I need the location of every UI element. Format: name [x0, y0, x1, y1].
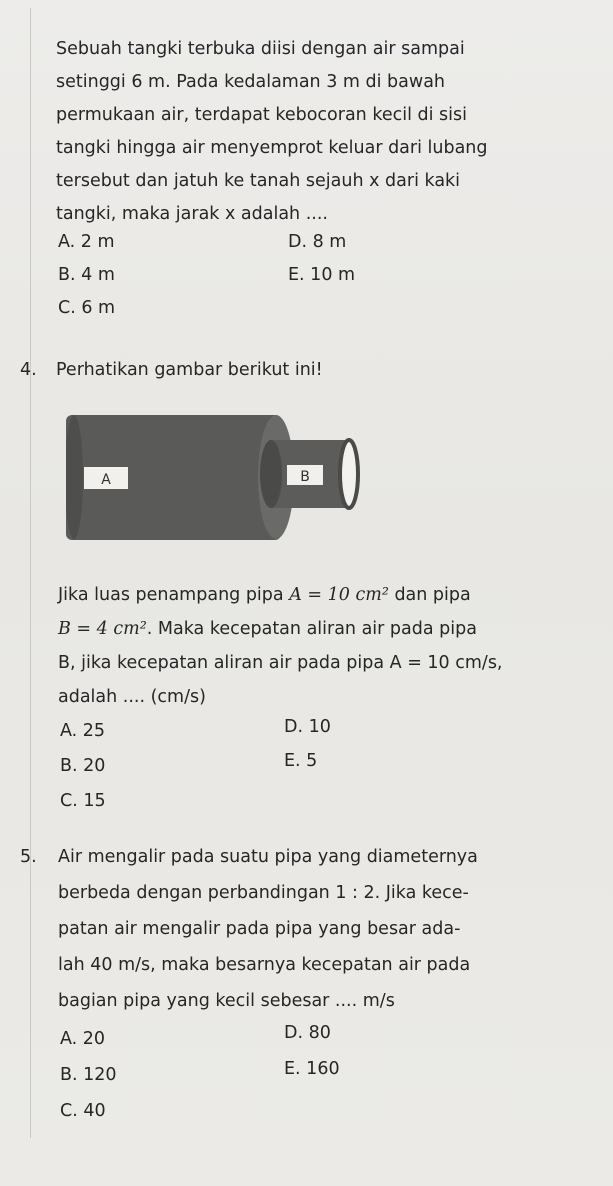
q4-area-b: B = 4 cm²: [58, 619, 147, 639]
q5-line-2: berbeda dengan perbandingan 1 : 2. Jika kece-: [58, 883, 469, 903]
q4-line-4: adalah .... (cm/s): [58, 687, 206, 707]
q3-line-6: tangki, maka jarak x adalah ....: [56, 204, 328, 224]
small-pipe-opening: [340, 440, 358, 508]
q4-line-1: [58, 584, 471, 606]
q3-line-2: setinggi 6 m. Pada kedalaman 3 m di bawah: [56, 72, 446, 92]
q3-option-b[interactable]: B. 4 m: [58, 265, 115, 285]
q3-option-d[interactable]: D. 8 m: [288, 232, 347, 252]
q4-option-d[interactable]: D. 10: [284, 717, 331, 737]
q5-option-a[interactable]: A. 20: [60, 1029, 106, 1049]
q4-area-a: A = 10 cm²: [289, 585, 389, 605]
label-b: B: [300, 469, 310, 485]
q3-option-c[interactable]: C. 6 m: [58, 298, 116, 318]
q3-line-1: Sebuah tangki terbuka diisi dengan air sampai: [56, 39, 465, 59]
q3-line-3: permukaan air, terdapat kebocoran kecil di sisi: [56, 105, 468, 125]
margin-rule: [30, 8, 31, 1138]
pipe-diagram: [66, 415, 366, 545]
q4-option-a[interactable]: A. 25: [60, 721, 106, 741]
q5-option-c[interactable]: C. 40: [60, 1101, 106, 1121]
q4-prompt: Perhatikan gambar berikut ini!: [56, 360, 323, 380]
q5-option-b[interactable]: B. 120: [60, 1065, 117, 1085]
q4-line-3: B, jika kecepatan aliran air pada pipa A = 10 cm/s,: [58, 653, 503, 673]
q5-option-e[interactable]: E. 160: [284, 1059, 340, 1079]
q3-option-a[interactable]: A. 2 m: [58, 232, 115, 252]
q4-line-1-text: Jika luas penampang pipa: [58, 585, 290, 605]
q4-option-e[interactable]: E. 5: [284, 751, 318, 771]
q5-line-3: patan air mengalir pada pipa yang besar ada-: [58, 919, 461, 939]
q3-option-e[interactable]: E. 10 m: [288, 265, 356, 285]
q4-line-2: [58, 618, 477, 640]
q4-number: 4.: [20, 360, 37, 380]
q4-line-2-text: . Maka kecepatan aliran air pada pipa: [146, 619, 477, 639]
q4-option-c[interactable]: C. 15: [60, 791, 106, 811]
label-a: A: [101, 472, 111, 488]
q5-option-d[interactable]: D. 80: [284, 1023, 331, 1043]
q3-line-4: tangki hingga air menyemprot keluar dari lubang: [56, 138, 488, 158]
q5-line-1: Air mengalir pada suatu pipa yang diameternya: [58, 847, 478, 867]
q4-option-b[interactable]: B. 20: [60, 756, 106, 776]
q4-line-1-end: dan pipa: [388, 585, 471, 605]
q5-number: 5.: [20, 847, 37, 867]
q5-line-4: lah 40 m/s, maka besarnya kecepatan air pada: [58, 955, 471, 975]
q5-line-5: bagian pipa yang kecil sebesar .... m/s: [58, 991, 395, 1011]
small-pipe-joint: [260, 440, 282, 508]
q3-line-5: tersebut dan jatuh ke tanah sejauh x dari kaki: [56, 171, 461, 191]
